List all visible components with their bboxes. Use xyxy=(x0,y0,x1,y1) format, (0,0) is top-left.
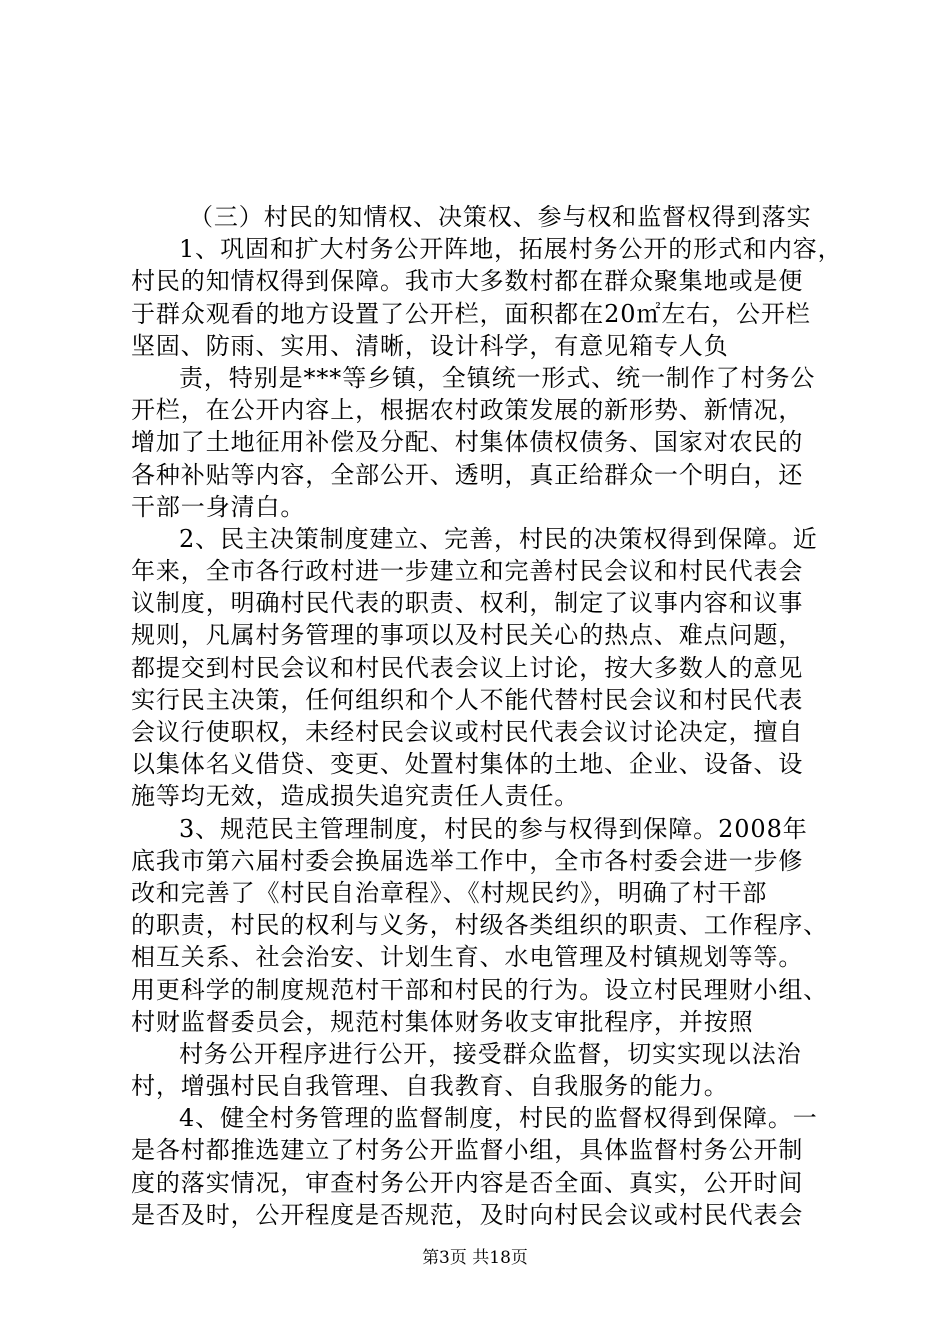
paragraph-line: 2、民主决策制度建立、完善，村民的决策权得到保障。近 xyxy=(179,524,818,553)
paragraph-line: 实行民主决策，任何组织和个人不能代替村民会议和村民代表 xyxy=(131,685,804,714)
paragraph-line: 是否及时，公开程度是否规范，及时向村民会议或村民代表会 xyxy=(131,1200,804,1229)
paragraph-line: 规则，凡属村务管理的事项以及村民关心的热点、难点问题， xyxy=(131,621,804,650)
paragraph-line: 4、健全村务管理的监督制度，村民的监督权得到保障。一 xyxy=(179,1104,818,1133)
paragraph-line: 年来，全市各行政村进一步建立和完善村民会议和村民代表会 xyxy=(131,557,804,586)
paragraph-line: 各种补贴等内容，全部公开、透明，真正给群众一个明白，还 xyxy=(131,460,804,489)
paragraph-line: 开栏，在公开内容上，根据农村政策发展的新形势、新情况， xyxy=(131,396,804,425)
paragraph-line: 相互关系、社会治安、计划生育、水电管理及村镇规划等等。 xyxy=(131,943,804,972)
paragraph-line: 村，增强村民自我管理、自我教育、自我服务的能力。 xyxy=(131,1072,729,1101)
paragraph-line: 村民的知情权得到保障。我市大多数村都在群众聚集地或是便 xyxy=(131,267,804,296)
paragraph-line: 的职责，村民的权利与义务，村级各类组织的职责、工作程序、 xyxy=(131,911,829,940)
paragraph-line: 底我市第六届村委会换届选举工作中，全市各村委会进一步修 xyxy=(131,846,804,875)
paragraph-line: 增加了土地征用补偿及分配、村集体债权债务、国家对农民的 xyxy=(131,428,804,457)
paragraph-line: 村财监督委员会，规范村集体财务收支审批程序，并按照 xyxy=(131,1007,754,1036)
paragraph-line: 改和完善了《村民自治章程》、《村规民约》，明确了村干部 xyxy=(131,878,768,907)
paragraph-line: 议制度，明确村民代表的职责、权利，制定了议事内容和议事 xyxy=(131,589,804,618)
paragraph-line: 都提交到村民会议和村民代表会议上讨论，按大多数人的意见 xyxy=(131,653,804,682)
paragraph-line: 度的落实情况，审查村务公开内容是否全面、真实，公开时间 xyxy=(131,1168,804,1197)
document-body xyxy=(131,201,843,1231)
paragraph-line: 村务公开程序进行公开，接受群众监督，切实实现以法治 xyxy=(179,1039,802,1068)
paragraph-line: 用更科学的制度规范村干部和村民的行为。设立村民理财小组、 xyxy=(131,975,829,1004)
paragraph-line: 责，特别是***等乡镇，全镇统一形式、统一制作了村务公 xyxy=(179,363,816,392)
paragraph-line: 施等均无效，造成损失追究责任人责任。 xyxy=(131,782,580,811)
page-number-footer: 第3页 共18页 xyxy=(422,1248,528,1268)
paragraph-line: 坚固、防雨、实用、清晰，设计科学，有意见箱专人负 xyxy=(131,331,729,360)
paragraph-line: 以集体名义借贷、变更、处置村集体的土地、企业、设备、设 xyxy=(131,750,804,779)
paragraph-line: 干部一身清白。 xyxy=(131,492,306,521)
paragraph-line: 于群众观看的地方设置了公开栏，面积都在20㎡左右，公开栏 xyxy=(131,299,811,328)
paragraph-line: 会议行使职权，未经村民会议或村民代表会议讨论决定，擅自 xyxy=(131,718,804,746)
paragraph-line: 3、规范民主管理制度，村民的参与权得到保障。2008年 xyxy=(179,814,808,843)
paragraph-line: 是各村都推选建立了村务公开监督小组，具体监督村务公开制 xyxy=(131,1136,804,1165)
section-heading: （三）村民的知情权、决策权、参与权和监督权得到落实 xyxy=(189,203,812,231)
paragraph-line: 1、巩固和扩大村务公开阵地，拓展村务公开的形式和内容， xyxy=(179,235,843,264)
